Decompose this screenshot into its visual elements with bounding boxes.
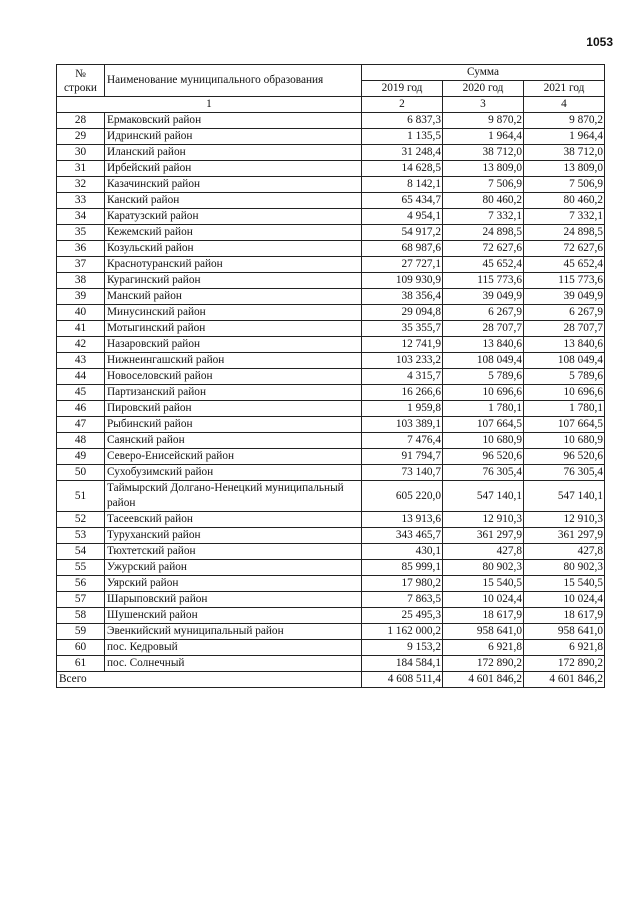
row-number: 42 — [57, 337, 105, 353]
table-row — [57, 209, 605, 225]
table-row — [57, 465, 605, 481]
municipality-name: пос. Кедровый — [105, 640, 362, 656]
value-2021: 96 520,6 — [524, 449, 605, 465]
value-2021: 15 540,5 — [524, 576, 605, 592]
municipality-name: Партизанский район — [105, 385, 362, 401]
value-2021: 7 506,9 — [524, 177, 605, 193]
table-row — [57, 656, 605, 672]
table-row — [57, 193, 605, 209]
municipality-name: Казачинский район — [105, 177, 362, 193]
row-number: 50 — [57, 465, 105, 481]
value-2020: 427,8 — [443, 544, 524, 560]
budget-table-container — [56, 64, 604, 688]
municipality-name: Шушенский район — [105, 608, 362, 624]
value-2019: 103 233,2 — [362, 353, 443, 369]
value-2020: 6 921,8 — [443, 640, 524, 656]
row-number: 33 — [57, 193, 105, 209]
table-row — [57, 225, 605, 241]
row-number: 52 — [57, 512, 105, 528]
table-row — [57, 481, 605, 512]
value-2020: 80 460,2 — [443, 193, 524, 209]
value-2019: 343 465,7 — [362, 528, 443, 544]
row-number: 28 — [57, 113, 105, 129]
total-label: Всего — [57, 672, 362, 688]
value-2019: 6 837,3 — [362, 113, 443, 129]
table-row — [57, 289, 605, 305]
municipality-name: Козульский район — [105, 241, 362, 257]
value-2020: 72 627,6 — [443, 241, 524, 257]
table-row — [57, 544, 605, 560]
value-2019: 68 987,6 — [362, 241, 443, 257]
row-number: 32 — [57, 177, 105, 193]
row-number: 34 — [57, 209, 105, 225]
value-2019: 184 584,1 — [362, 656, 443, 672]
row-number: 48 — [57, 433, 105, 449]
header-index-2: 2 — [362, 97, 443, 113]
table-row — [57, 273, 605, 289]
table-row — [57, 129, 605, 145]
municipality-name: Ермаковский район — [105, 113, 362, 129]
value-2021: 361 297,9 — [524, 528, 605, 544]
header-year-2021: 2021 год — [524, 81, 605, 97]
value-2021: 80 902,3 — [524, 560, 605, 576]
total-row — [57, 672, 605, 688]
municipality-name: Манский район — [105, 289, 362, 305]
value-2020: 107 664,5 — [443, 417, 524, 433]
value-2019: 65 434,7 — [362, 193, 443, 209]
value-2019: 27 727,1 — [362, 257, 443, 273]
table-row — [57, 401, 605, 417]
table-row — [57, 369, 605, 385]
table-row — [57, 337, 605, 353]
row-number: 37 — [57, 257, 105, 273]
value-2021: 6 267,9 — [524, 305, 605, 321]
row-number: 54 — [57, 544, 105, 560]
municipality-name: Кежемский район — [105, 225, 362, 241]
table-row — [57, 512, 605, 528]
value-2021: 7 332,1 — [524, 209, 605, 225]
value-2019: 31 248,4 — [362, 145, 443, 161]
table-row — [57, 321, 605, 337]
municipality-name: Тюхтетский район — [105, 544, 362, 560]
value-2019: 109 930,9 — [362, 273, 443, 289]
value-2021: 13 840,6 — [524, 337, 605, 353]
value-2020: 80 902,3 — [443, 560, 524, 576]
municipality-name: Северо-Енисейский район — [105, 449, 362, 465]
value-2019: 430,1 — [362, 544, 443, 560]
table-row — [57, 449, 605, 465]
value-2020: 172 890,2 — [443, 656, 524, 672]
value-2021: 115 773,6 — [524, 273, 605, 289]
municipality-name: Минусинский район — [105, 305, 362, 321]
value-2021: 172 890,2 — [524, 656, 605, 672]
table-row — [57, 417, 605, 433]
header-year-2020: 2020 год — [443, 81, 524, 97]
table-row — [57, 353, 605, 369]
value-2021: 24 898,5 — [524, 225, 605, 241]
value-2020: 13 809,0 — [443, 161, 524, 177]
value-2021: 72 627,6 — [524, 241, 605, 257]
row-number: 31 — [57, 161, 105, 177]
row-number: 40 — [57, 305, 105, 321]
value-2021: 28 707,7 — [524, 321, 605, 337]
municipality-name: Тасеевский район — [105, 512, 362, 528]
value-2021: 108 049,4 — [524, 353, 605, 369]
table-row — [57, 161, 605, 177]
value-2020: 7 506,9 — [443, 177, 524, 193]
municipality-name: Саянский район — [105, 433, 362, 449]
value-2020: 108 049,4 — [443, 353, 524, 369]
header-year-2019: 2019 год — [362, 81, 443, 97]
value-2021: 9 870,2 — [524, 113, 605, 129]
value-2021: 12 910,3 — [524, 512, 605, 528]
value-2019: 4 954,1 — [362, 209, 443, 225]
municipality-name: Курагинский район — [105, 273, 362, 289]
header-row-number: № строки — [57, 65, 105, 97]
row-number: 29 — [57, 129, 105, 145]
total-2021: 4 601 846,2 — [524, 672, 605, 688]
value-2019: 7 476,4 — [362, 433, 443, 449]
total-2020: 4 601 846,2 — [443, 672, 524, 688]
value-2020: 361 297,9 — [443, 528, 524, 544]
municipality-name: Мотыгинский район — [105, 321, 362, 337]
header-municipality-name: Наименование муниципального образования — [105, 65, 362, 97]
header-index-4: 4 — [524, 97, 605, 113]
value-2021: 10 680,9 — [524, 433, 605, 449]
municipality-name: пос. Солнечный — [105, 656, 362, 672]
value-2020: 115 773,6 — [443, 273, 524, 289]
value-2020: 15 540,5 — [443, 576, 524, 592]
municipality-name: Нижнеингашский район — [105, 353, 362, 369]
municipality-name: Идринский район — [105, 129, 362, 145]
table-row — [57, 576, 605, 592]
row-number: 49 — [57, 449, 105, 465]
municipality-name: Рыбинский район — [105, 417, 362, 433]
value-2019: 17 980,2 — [362, 576, 443, 592]
row-number: 56 — [57, 576, 105, 592]
table-row — [57, 640, 605, 656]
municipality-name: Эвенкийский муниципальный район — [105, 624, 362, 640]
table-row — [57, 608, 605, 624]
row-number: 35 — [57, 225, 105, 241]
header-index-1: 1 — [57, 97, 362, 113]
table-row — [57, 241, 605, 257]
header-index-3: 3 — [443, 97, 524, 113]
value-2021: 10 696,6 — [524, 385, 605, 401]
value-2021: 45 652,4 — [524, 257, 605, 273]
municipality-name: Краснотуранский район — [105, 257, 362, 273]
row-number: 43 — [57, 353, 105, 369]
value-2020: 10 696,6 — [443, 385, 524, 401]
row-number: 47 — [57, 417, 105, 433]
value-2020: 24 898,5 — [443, 225, 524, 241]
table-row — [57, 257, 605, 273]
value-2019: 35 355,7 — [362, 321, 443, 337]
page-number: 1053 — [586, 35, 613, 49]
table-row — [57, 560, 605, 576]
value-2021: 18 617,9 — [524, 608, 605, 624]
value-2021: 80 460,2 — [524, 193, 605, 209]
value-2021: 5 789,6 — [524, 369, 605, 385]
value-2020: 13 840,6 — [443, 337, 524, 353]
municipality-name: Иланский район — [105, 145, 362, 161]
value-2020: 1 780,1 — [443, 401, 524, 417]
municipality-name: Туруханский район — [105, 528, 362, 544]
value-2019: 605 220,0 — [362, 481, 443, 512]
table-row — [57, 433, 605, 449]
value-2020: 5 789,6 — [443, 369, 524, 385]
municipality-name: Пировский район — [105, 401, 362, 417]
value-2019: 29 094,8 — [362, 305, 443, 321]
municipality-name: Ужурский район — [105, 560, 362, 576]
value-2020: 10 024,4 — [443, 592, 524, 608]
table-header — [57, 65, 605, 113]
value-2020: 1 964,4 — [443, 129, 524, 145]
row-number: 55 — [57, 560, 105, 576]
row-number: 41 — [57, 321, 105, 337]
value-2019: 13 913,6 — [362, 512, 443, 528]
value-2021: 958 641,0 — [524, 624, 605, 640]
value-2019: 38 356,4 — [362, 289, 443, 305]
value-2020: 6 267,9 — [443, 305, 524, 321]
value-2021: 10 024,4 — [524, 592, 605, 608]
value-2019: 54 917,2 — [362, 225, 443, 241]
row-number: 59 — [57, 624, 105, 640]
row-number: 38 — [57, 273, 105, 289]
row-number: 57 — [57, 592, 105, 608]
value-2021: 39 049,9 — [524, 289, 605, 305]
value-2019: 7 863,5 — [362, 592, 443, 608]
row-number: 58 — [57, 608, 105, 624]
value-2021: 1 780,1 — [524, 401, 605, 417]
table-row — [57, 528, 605, 544]
table-row — [57, 113, 605, 129]
value-2021: 1 964,4 — [524, 129, 605, 145]
municipality-name: Ирбейский район — [105, 161, 362, 177]
value-2020: 958 641,0 — [443, 624, 524, 640]
table-row — [57, 177, 605, 193]
value-2020: 12 910,3 — [443, 512, 524, 528]
value-2019: 1 135,5 — [362, 129, 443, 145]
value-2019: 9 153,2 — [362, 640, 443, 656]
table-row — [57, 592, 605, 608]
municipality-name: Шарыповский район — [105, 592, 362, 608]
row-number: 39 — [57, 289, 105, 305]
value-2021: 6 921,8 — [524, 640, 605, 656]
row-number: 61 — [57, 656, 105, 672]
value-2020: 7 332,1 — [443, 209, 524, 225]
value-2020: 547 140,1 — [443, 481, 524, 512]
municipality-name: Таймырский Долгано-Ненецкий муниципальный район — [105, 481, 362, 512]
table-row — [57, 624, 605, 640]
municipality-name: Сухобузимский район — [105, 465, 362, 481]
value-2019: 85 999,1 — [362, 560, 443, 576]
value-2020: 18 617,9 — [443, 608, 524, 624]
value-2019: 1 959,8 — [362, 401, 443, 417]
value-2019: 4 315,7 — [362, 369, 443, 385]
value-2019: 1 162 000,2 — [362, 624, 443, 640]
value-2020: 38 712,0 — [443, 145, 524, 161]
value-2021: 76 305,4 — [524, 465, 605, 481]
value-2021: 107 664,5 — [524, 417, 605, 433]
value-2020: 45 652,4 — [443, 257, 524, 273]
budget-table — [56, 64, 605, 688]
value-2020: 9 870,2 — [443, 113, 524, 129]
municipality-name: Новоселовский район — [105, 369, 362, 385]
value-2019: 16 266,6 — [362, 385, 443, 401]
value-2019: 8 142,1 — [362, 177, 443, 193]
value-2020: 10 680,9 — [443, 433, 524, 449]
value-2019: 73 140,7 — [362, 465, 443, 481]
header-sum: Сумма — [362, 65, 605, 81]
value-2021: 427,8 — [524, 544, 605, 560]
value-2019: 25 495,3 — [362, 608, 443, 624]
table-body — [57, 113, 605, 672]
row-number: 45 — [57, 385, 105, 401]
value-2021: 547 140,1 — [524, 481, 605, 512]
value-2019: 103 389,1 — [362, 417, 443, 433]
table-row — [57, 385, 605, 401]
value-2021: 13 809,0 — [524, 161, 605, 177]
municipality-name: Уярский район — [105, 576, 362, 592]
value-2021: 38 712,0 — [524, 145, 605, 161]
value-2019: 14 628,5 — [362, 161, 443, 177]
row-number: 46 — [57, 401, 105, 417]
table-row — [57, 145, 605, 161]
row-number: 53 — [57, 528, 105, 544]
value-2020: 96 520,6 — [443, 449, 524, 465]
row-number: 51 — [57, 481, 105, 512]
municipality-name: Каратузский район — [105, 209, 362, 225]
value-2019: 12 741,9 — [362, 337, 443, 353]
total-2019: 4 608 511,4 — [362, 672, 443, 688]
value-2019: 91 794,7 — [362, 449, 443, 465]
value-2020: 39 049,9 — [443, 289, 524, 305]
table-row — [57, 305, 605, 321]
row-number: 60 — [57, 640, 105, 656]
municipality-name: Назаровский район — [105, 337, 362, 353]
row-number: 36 — [57, 241, 105, 257]
row-number: 44 — [57, 369, 105, 385]
value-2020: 28 707,7 — [443, 321, 524, 337]
value-2020: 76 305,4 — [443, 465, 524, 481]
municipality-name: Канский район — [105, 193, 362, 209]
row-number: 30 — [57, 145, 105, 161]
